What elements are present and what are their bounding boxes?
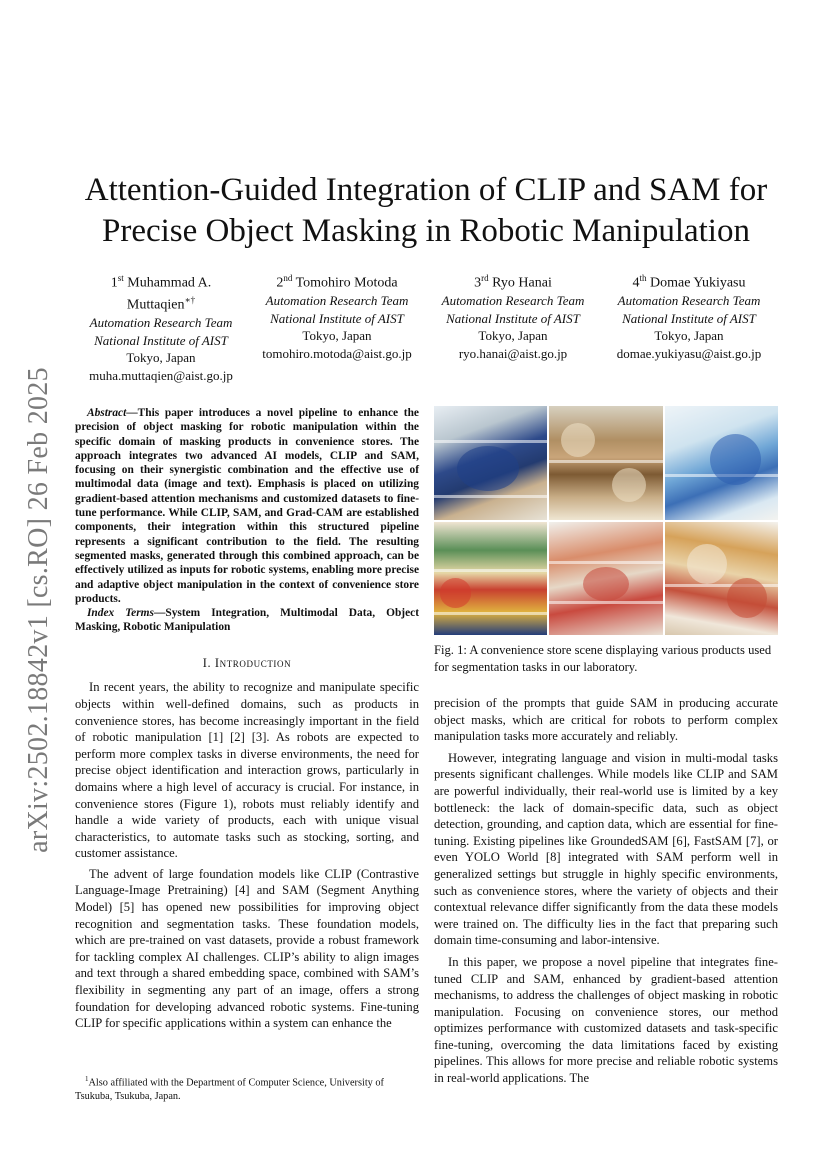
abstract	[75, 406, 419, 606]
author-email: domae.yukiyasu@aist.go.jp	[616, 345, 762, 361]
author-4	[603, 270, 775, 384]
author-ordinal-suffix: nd	[283, 273, 293, 283]
footnote-mark: 1	[85, 1075, 89, 1083]
author-ordinal-suffix: rd	[481, 273, 489, 283]
author-ordinal-suffix: st	[117, 273, 124, 283]
author-organization: National Institute of AIST	[446, 310, 580, 326]
intro-paragraph-2: The advent of large foundation models like CLIP (Contrastive Language-Image Pretraining) [4] and SAM (Segment Anything Model) [5] has opened new possibilities for improving object recognition and segmentation tasks. These foundation models, which are pre-trained on vast datasets, provide a robust framework for tackling complex AI challenges. CLIP’s ability to align images and text through a shared embedding space, combined with SAM’s flexibility in segmenting any part of an image, offers a strong foundation for developing advanced robotic systems. Fine-tuning CLIP for specific applications within a system can enhance the	[75, 866, 419, 1031]
body-paragraph: However, integrating language and vision in multi-modal tasks presents significant challenges. While models like CLIP and SAM are powerful individually, their real-world use is limited by a key bottleneck: the lack of domain-specific data, such as object detection, grounding, and caption data, which are essential for fine-tuning. Existing pipelines like GroundedSAM [6], FastSAM [7], or even YOLO World [8] integrated with SAM perform well in generalized settings but struggle in highly specific environments, such as convenience stores, where the variety of objects and their contextual relevance differ significantly from the data these models were trained on. The difficulty lies in the fact that preparing such domain time-consuming and labor-intensive.	[434, 750, 778, 948]
store-photo-shelf-boxes	[434, 522, 547, 636]
arxiv-id-text: arXiv:2502.18842v1 [cs.RO] 26 Feb 2025	[23, 367, 54, 853]
author-location: Tokyo, Japan	[302, 328, 372, 344]
author-organization: National Institute of AIST	[270, 310, 404, 326]
store-photo-cups	[665, 522, 778, 636]
author-department: Automation Research Team	[441, 293, 585, 309]
author-ordinal: 4	[632, 275, 640, 291]
author-email: ryo.hanai@aist.go.jp	[458, 345, 568, 361]
author-email: tomohiro.motoda@aist.go.jp	[262, 345, 412, 361]
title-line-1: Attention-Guided Integration of CLIP and SAM for	[84, 172, 768, 208]
store-photo-detergent	[665, 406, 778, 520]
author-name: Muhammad A. Muttaqien	[126, 275, 212, 313]
author-ordinal-suffix: th	[639, 273, 647, 283]
author-2	[251, 270, 423, 384]
index-terms-label: Index Terms	[87, 607, 154, 620]
figure-1-photo-grid	[434, 406, 778, 635]
title-line-2: Precise Object Masking in Robotic Manipulation	[102, 213, 750, 249]
author-department: Automation Research Team	[89, 315, 233, 331]
index-terms	[75, 606, 419, 635]
section-heading: I. Introduction	[202, 655, 292, 670]
left-column	[75, 406, 419, 1032]
author-location: Tokyo, Japan	[126, 350, 196, 366]
author-ordinal: 3	[474, 275, 482, 291]
store-photo-snacks	[434, 406, 547, 520]
author-location: Tokyo, Japan	[478, 328, 548, 344]
author-name: Ryo Hanai	[492, 275, 552, 291]
author-location: Tokyo, Japan	[654, 328, 724, 344]
intro-paragraph-1: In recent years, the ability to recognize and manipulate specific objects within well-defined domains, such as products in convenience stores, has become increasingly important in the field of robotic manipulation [1] [2] [3]. As robots are expected to perform more complex tasks in diverse environments, the need for precise object identification and interaction grows, particularly in domains where a high level of accuracy is crucial. For instance, in convenience stores (Figure 1), robots must reliably identify and handle a wide variety of products, each with unique visual characteristics, to automate tasks such as stocking, sorting, and customer assistance.	[75, 680, 419, 861]
abstract-text: —This paper introduces a novel pipeline to enhance the precision of object masking for robotic manipulation within the specific domain of masking products in convenience stores. The approach integrates two advanced AI models, CLIP and SAM, focusing on their synergistic combination and the effective use of multimodal data (image and text). Emphasis is placed on utilizing gradient-based attention mechanisms and customized datasets to fine-tune performance. While CLIP, SAM, and Grad-CAM are established components, their integration within this structured pipeline represents a significant contribution to the field. The resulting segmented masks, generated through this combined approach, can be effectively utilized as inputs for robotic systems, enabling more precise and adaptive object manipulation in the context of convenience store products.	[75, 407, 419, 605]
author-name: Tomohiro Motoda	[295, 275, 398, 291]
author-organization: National Institute of AIST	[94, 332, 228, 348]
author-department: Automation Research Team	[617, 293, 761, 309]
store-photo-noodle-shelf	[549, 522, 662, 636]
right-column	[434, 695, 778, 1087]
author-mark: ∗†	[184, 295, 196, 306]
author-3	[427, 270, 599, 384]
author-department: Automation Research Team	[265, 293, 409, 309]
store-photo-cup-noodles	[549, 406, 662, 520]
author-name: Domae Yukiyasu	[649, 275, 746, 291]
body-paragraph: precision of the prompts that guide SAM in producing accurate object masks, which are critical for robots to perform complex manipulation tasks more accurately and reliably.	[434, 696, 778, 744]
author-organization: National Institute of AIST	[622, 310, 756, 326]
author-block	[75, 270, 775, 384]
footnote-text: Also affiliated with the Department of Computer Science, University of Tsukuba, Tsukuba, Japan.	[75, 1077, 384, 1102]
abstract-label: Abstract	[87, 407, 127, 419]
footnote	[75, 1073, 419, 1103]
index-terms-text: —System Integration, Multimodal Data, Object Masking, Robotic Manipulation	[75, 607, 419, 634]
figure-caption: Fig. 1: A convenience store scene displaying various products used for segmentation tasks in our laboratory.	[434, 643, 772, 674]
author-ordinal: 1	[110, 275, 118, 291]
paper-title	[60, 170, 792, 252]
author-ordinal: 2	[276, 275, 284, 291]
author-email: muha.muttaqien@aist.go.jp	[89, 367, 233, 383]
author-1	[75, 270, 247, 384]
arxiv-identifier	[18, 360, 60, 860]
body-paragraph: In this paper, we propose a novel pipeline that integrates fine-tuned CLIP and SAM, enhanced by gradient-based attention mechanisms, to address the challenges of object masking in robotic manipulation. Focusing on convenience stores, our method optimizes performance with customized datasets and task-specific fine-tuning, overcoming the data limitations faced by existing pipelines. This allows for more precise and reliable robotic systems in real-world applications. The	[434, 954, 778, 1086]
